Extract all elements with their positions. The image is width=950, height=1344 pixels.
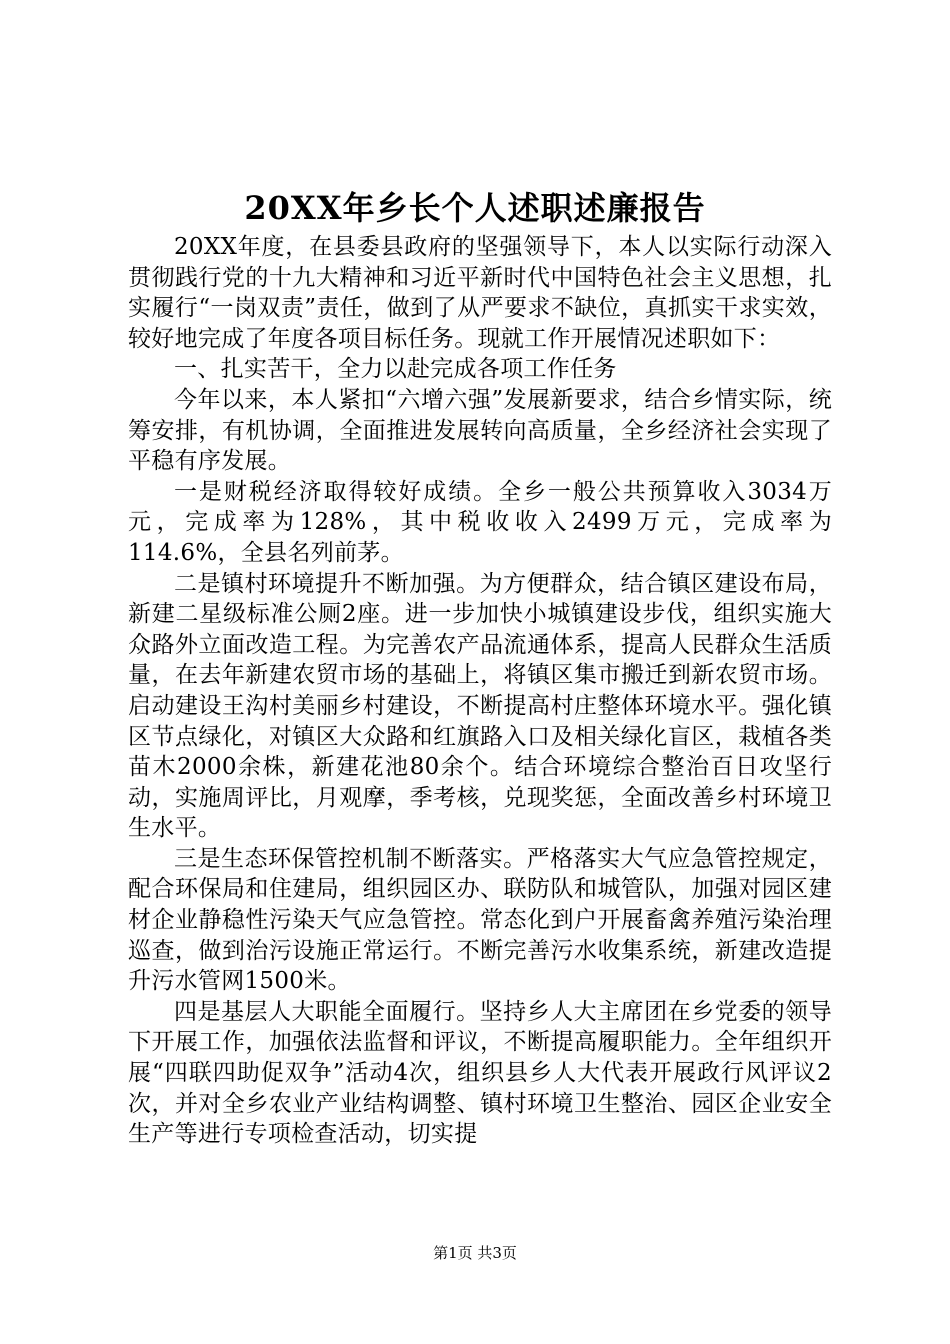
page-number: 第1页 共3页 [433,1244,517,1262]
paragraph-environment: 二是镇村环境提升不断加强。为方便群众，结合镇区建设布局，新建二星级标准公厕2座。进一步加快小城镇建设步伐，组织实施大众路外立面改造工程。为完善农产品流通体系，提高人民群众生活质量，在去年新建农贸市场的基础上，将镇区集市搬迁到新农贸市场。启动建设王沟村美丽乡村建设，不断提高村庄整体环境水平。强化镇区节点绿化，对镇区大众路和红旗路入口及相关绿化盲区，栽植各类苗木2000余株，新建花池80余个。结合环境综合整治百日攻坚行动，实施周评比，月观摩，季考核，兑现奖惩，全面改善乡村环境卫生水平。 [128,570,832,842]
paragraph-ecology: 三是生态环保管控机制不断落实。严格落实大气应急管控规定，配合环保局和住建局，组织园区办、联防队和城管队，加强对园区建材企业静稳性污染天气应急管控。常态化到户开展畜禽养殖污染治理巡查，做到治污设施正常运行。不断完善污水收集系统，新建改造提升污水管网1500米。 [128,845,832,995]
paragraph-intro: 20XX年度，在县委县政府的坚强领导下，本人以实际行动深入贯彻践行党的十九大精神和习近平新时代中国特色社会主义思想，扎实履行“一岗双责”责任，做到了从严要求不缺位，真抓实干求实效，较好地完成了年度各项目标任务。现就工作开展情况述职如下： [128,234,832,352]
document-title: 20XX年乡长个人述职述廉报告 [244,189,706,227]
paragraph-overview: 今年以来，本人紧扣“六增六强”发展新要求，结合乡情实际，统筹安排，有机协调，全面推进发展转向高质量，全乡经济社会实现了平稳有序发展。 [128,386,832,475]
paragraph-congress: 四是基层人大职能全面履行。坚持乡人大主席团在乡党委的领导下开展工作，加强依法监督和评议，不断提高履职能力。全年组织开展“四联四助促双争”活动4次，组织县乡人大代表开展政行风评议2次，并对全乡农业产业结构调整、镇村环境卫生整治、园区企业安全生产等进行专项检查活动，切实提 [128,998,832,1148]
section-heading: 一、扎实苦干，全力以赴完成各项工作任务 [174,356,617,383]
document-body [128,232,832,1150]
paragraph-finance: 一是财税经济取得较好成绩。全乡一般公共预算收入3034万元，完成率为128%，其中税收收入2499万元，完成率为114.6%，全县名列前茅。 [128,478,832,566]
